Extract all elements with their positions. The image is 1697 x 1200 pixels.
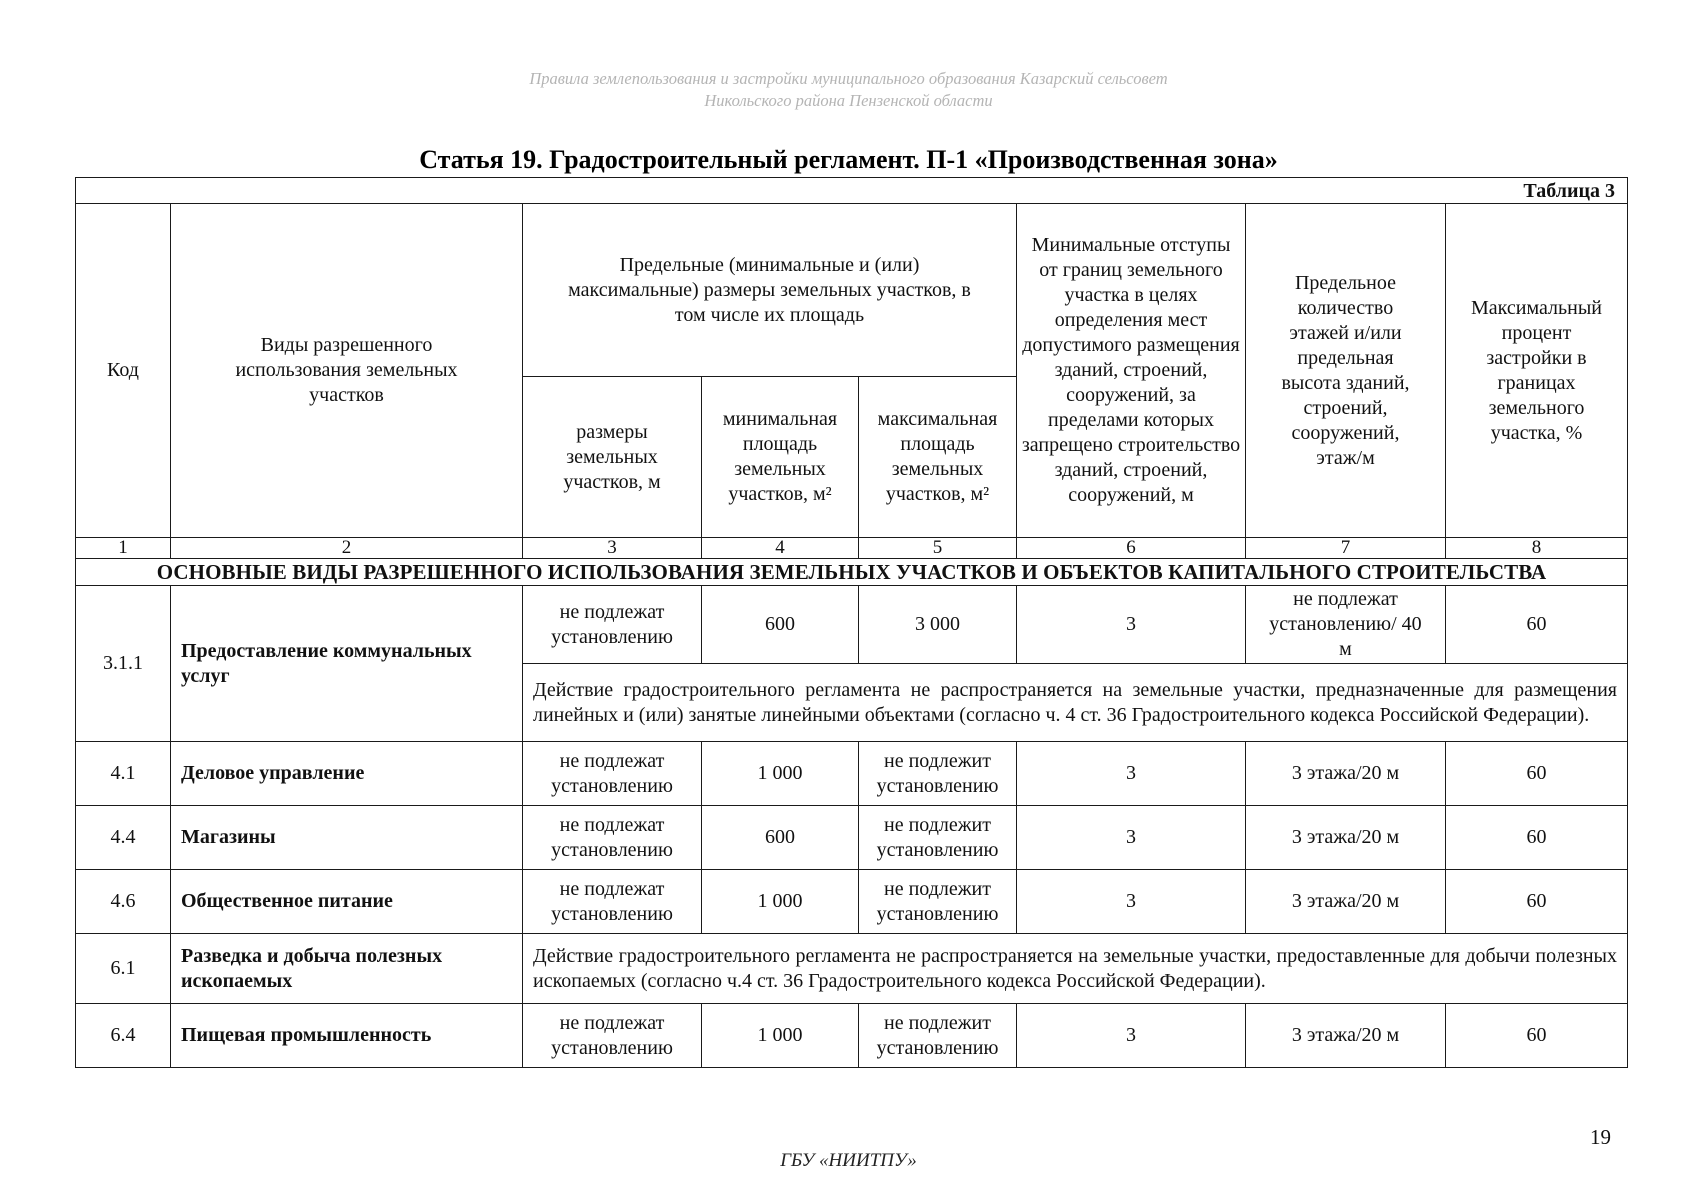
column-number-row: [76, 538, 1628, 559]
row-setback: 3: [1017, 870, 1246, 934]
row-use-name: Разведка и добыча полезных ископаемых: [171, 934, 523, 1004]
row-min-area: 1 000: [702, 742, 859, 806]
row-setback: 3: [1017, 586, 1246, 664]
row-max-area: 3 000: [859, 586, 1017, 664]
column-number: 8: [1446, 538, 1628, 559]
table-label: Таблица 3: [76, 178, 1628, 204]
row-floors: 3 этажа/20 м: [1246, 870, 1446, 934]
section-title: ОСНОВНЫЕ ВИДЫ РАЗРЕШЕННОГО ИСПОЛЬЗОВАНИЯ ЗЕМЕЛЬНЫХ УЧАСТКОВ И ОБЪЕКТОВ КАПИТАЛЬНОГО СТРОИТЕЛЬСТВА: [76, 559, 1628, 586]
table-row: [76, 934, 1628, 1004]
column-number: 5: [859, 538, 1017, 559]
header-limits-group: Предельные (минимальные и (или) максимальные) размеры земельных участков, в том числе их площадь: [523, 204, 1017, 377]
row-code: 4.1: [76, 742, 171, 806]
row-floors: 3 этажа/20 м: [1246, 742, 1446, 806]
row-min-area: 1 000: [702, 1004, 859, 1068]
row-use-name: Предоставление коммунальных услуг: [171, 586, 523, 742]
column-number: 7: [1246, 538, 1446, 559]
row-coverage: 60: [1446, 1004, 1628, 1068]
page-number: 19: [1590, 1125, 1611, 1149]
row-sizes: не подлежат установлению: [523, 742, 702, 806]
row-max-area: не подлежит установлению: [859, 742, 1017, 806]
row-coverage: 60: [1446, 586, 1628, 664]
row-code: 4.6: [76, 870, 171, 934]
header-max-area: максимальная площадь земельных участков, м²: [859, 377, 1017, 538]
column-number: 1: [76, 538, 171, 559]
regulation-table: [75, 177, 1628, 1068]
column-number: 6: [1017, 538, 1246, 559]
header-row-1: [76, 204, 1628, 377]
row-code: 3.1.1: [76, 586, 171, 742]
row-coverage: 60: [1446, 806, 1628, 870]
row-setback: 3: [1017, 806, 1246, 870]
row-floors: 3 этажа/20 м: [1246, 1004, 1446, 1068]
row-setback: 3: [1017, 742, 1246, 806]
row-use-name: Деловое управление: [171, 742, 523, 806]
row-floors: 3 этажа/20 м: [1246, 806, 1446, 870]
row-coverage: 60: [1446, 870, 1628, 934]
section-row: [76, 559, 1628, 586]
row-code: 4.4: [76, 806, 171, 870]
running-header-line-2: Никольского района Пензенской области: [704, 91, 993, 110]
row-note: Действие градостроительного регламента не распространяется на земельные участки, предоставленные для добычи полезных ископаемых (согласно ч.4 ст. 36 Градостроительного кодекса Российской Федерации).: [523, 934, 1628, 1004]
table-row: [76, 1004, 1628, 1068]
table-row: [76, 870, 1628, 934]
header-use-type: Виды разрешенного использования земельных участков: [171, 204, 523, 538]
row-setback: 3: [1017, 1004, 1246, 1068]
row-code: 6.4: [76, 1004, 171, 1068]
row-max-area: не подлежит установлению: [859, 806, 1017, 870]
row-use-name: Пищевая промышленность: [171, 1004, 523, 1068]
row-code: 6.1: [76, 934, 171, 1004]
row-coverage: 60: [1446, 742, 1628, 806]
row-min-area: 600: [702, 586, 859, 664]
table-row: [76, 806, 1628, 870]
column-number: 3: [523, 538, 702, 559]
row-note: Действие градостроительного регламента не распространяется на земельные участки, предназначенные для размещения линейных и (или) занятые линейными объектами (согласно ч. 4 ст. 36 Градостроительного кодекса Российской Федерации).: [523, 664, 1628, 742]
row-use-name: Магазины: [171, 806, 523, 870]
header-floors: Предельное количество этажей и/или предельная высота зданий, строений, сооружений, этаж/м: [1246, 204, 1446, 538]
running-header-line-1: Правила землепользования и застройки муниципального образования Казарский сельсовет: [529, 69, 1168, 88]
row-sizes: не подлежат установлению: [523, 806, 702, 870]
footer-organization: ГБУ «НИИТПУ»: [780, 1150, 917, 1171]
row-sizes: не подлежат установлению: [523, 870, 702, 934]
row-use-name: Общественное питание: [171, 870, 523, 934]
header-coverage: Максимальный процент застройки в границах земельного участка, %: [1446, 204, 1628, 538]
table-row: [76, 586, 1628, 664]
table-row: [76, 742, 1628, 806]
row-min-area: 1 000: [702, 870, 859, 934]
column-number: 2: [171, 538, 523, 559]
row-sizes: не подлежат установлению: [523, 1004, 702, 1068]
header-setbacks: Минимальные отступы от границ земельного участка в целях определения мест допустимого размещения зданий, строений, сооружений, за пределами которых запрещено строительство зданий, строений, сооружений, м: [1017, 204, 1246, 538]
header-min-area: минимальная площадь земельных участков, м²: [702, 377, 859, 538]
row-sizes: не подлежат установлению: [523, 586, 702, 664]
table-label-row: [76, 178, 1628, 204]
column-number: 4: [702, 538, 859, 559]
header-sizes: размеры земельных участков, м: [523, 377, 702, 538]
row-max-area: не подлежит установлению: [859, 870, 1017, 934]
row-floors: не подлежат установлению/ 40 м: [1246, 586, 1446, 664]
header-code: Код: [76, 204, 171, 538]
row-min-area: 600: [702, 806, 859, 870]
row-max-area: не подлежит установлению: [859, 1004, 1017, 1068]
running-header: [0, 68, 1697, 112]
article-title: Статья 19. Градостроительный регламент. П-1 «Производственная зона»: [419, 145, 1278, 174]
